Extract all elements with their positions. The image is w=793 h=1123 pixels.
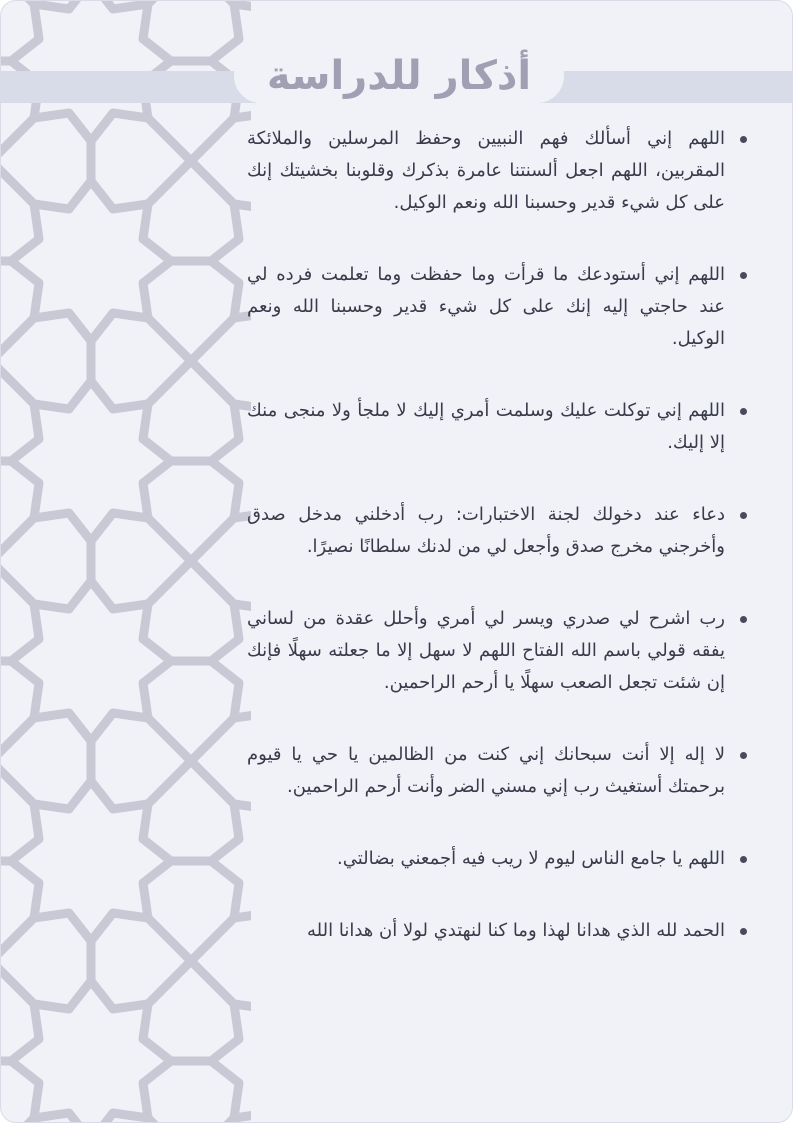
bullet-icon	[740, 928, 747, 935]
dua-list	[247, 123, 747, 987]
bullet-icon	[740, 512, 747, 519]
list-item	[247, 739, 747, 803]
list-item	[247, 259, 747, 355]
page-title: أذكار للدراسة	[266, 53, 532, 99]
bullet-icon	[740, 616, 747, 623]
list-item	[247, 123, 747, 219]
dua-text: رب اشرح لي صدري ويسر لي أمري وأحلل عقدة من لساني يفقه قولي باسم الله الفتاح اللهم لا سهل إلا ما جعلته سهلًا فإنك إن شئت تجعل الصعب سهلًا يا أرحم الراحمين.	[247, 608, 725, 693]
dua-text: الحمد لله الذي هدانا لهذا وما كنا لنهتدي لولا أن هدانا الله	[307, 920, 725, 941]
bullet-icon	[740, 408, 747, 415]
dua-text: اللهم إني توكلت عليك وسلمت أمري إليك لا ملجأ ولا منجى منك إلا إليك.	[247, 400, 725, 453]
bullet-icon	[740, 272, 747, 279]
list-item	[247, 395, 747, 459]
list-item	[247, 499, 747, 563]
bullet-icon	[740, 136, 747, 143]
dua-text: اللهم يا جامع الناس ليوم لا ريب فيه أجمعني بضالتي.	[336, 848, 725, 869]
dua-text: اللهم إني أستودعك ما قرأت وما حفظت وما تعلمت فرده لي عند حاجتي إليه إنك على كل شيء قدير وحسبنا الله ونعم الوكيل.	[247, 264, 725, 349]
geometric-pattern-decoration	[1, 1, 251, 1123]
list-item	[247, 603, 747, 699]
list-item	[247, 915, 747, 947]
bullet-icon	[740, 752, 747, 759]
bullet-icon	[740, 856, 747, 863]
dua-text: دعاء عند دخولك لجنة الاختبارات: رب أدخلني مدخل صدق وأخرجني مخرج صدق وأجعل لي من لدنك سلطانًا نصيرًا.	[247, 504, 725, 557]
list-item	[247, 843, 747, 875]
dua-text: لا إله إلا أنت سبحانك إني كنت من الظالمين يا حي يا قيوم برحمتك أستغيث رب إني مسني الضر وأنت أرحم الراحمين.	[247, 744, 725, 797]
dua-text: اللهم إني أسألك فهم النبيين وحفظ المرسلين والملائكة المقربين، اللهم اجعل ألسنتنا عامرة بذكرك وقلوبنا بخشيتك إنك على كل شيء قدير وحسبنا الله ونعم الوكيل.	[247, 128, 725, 213]
